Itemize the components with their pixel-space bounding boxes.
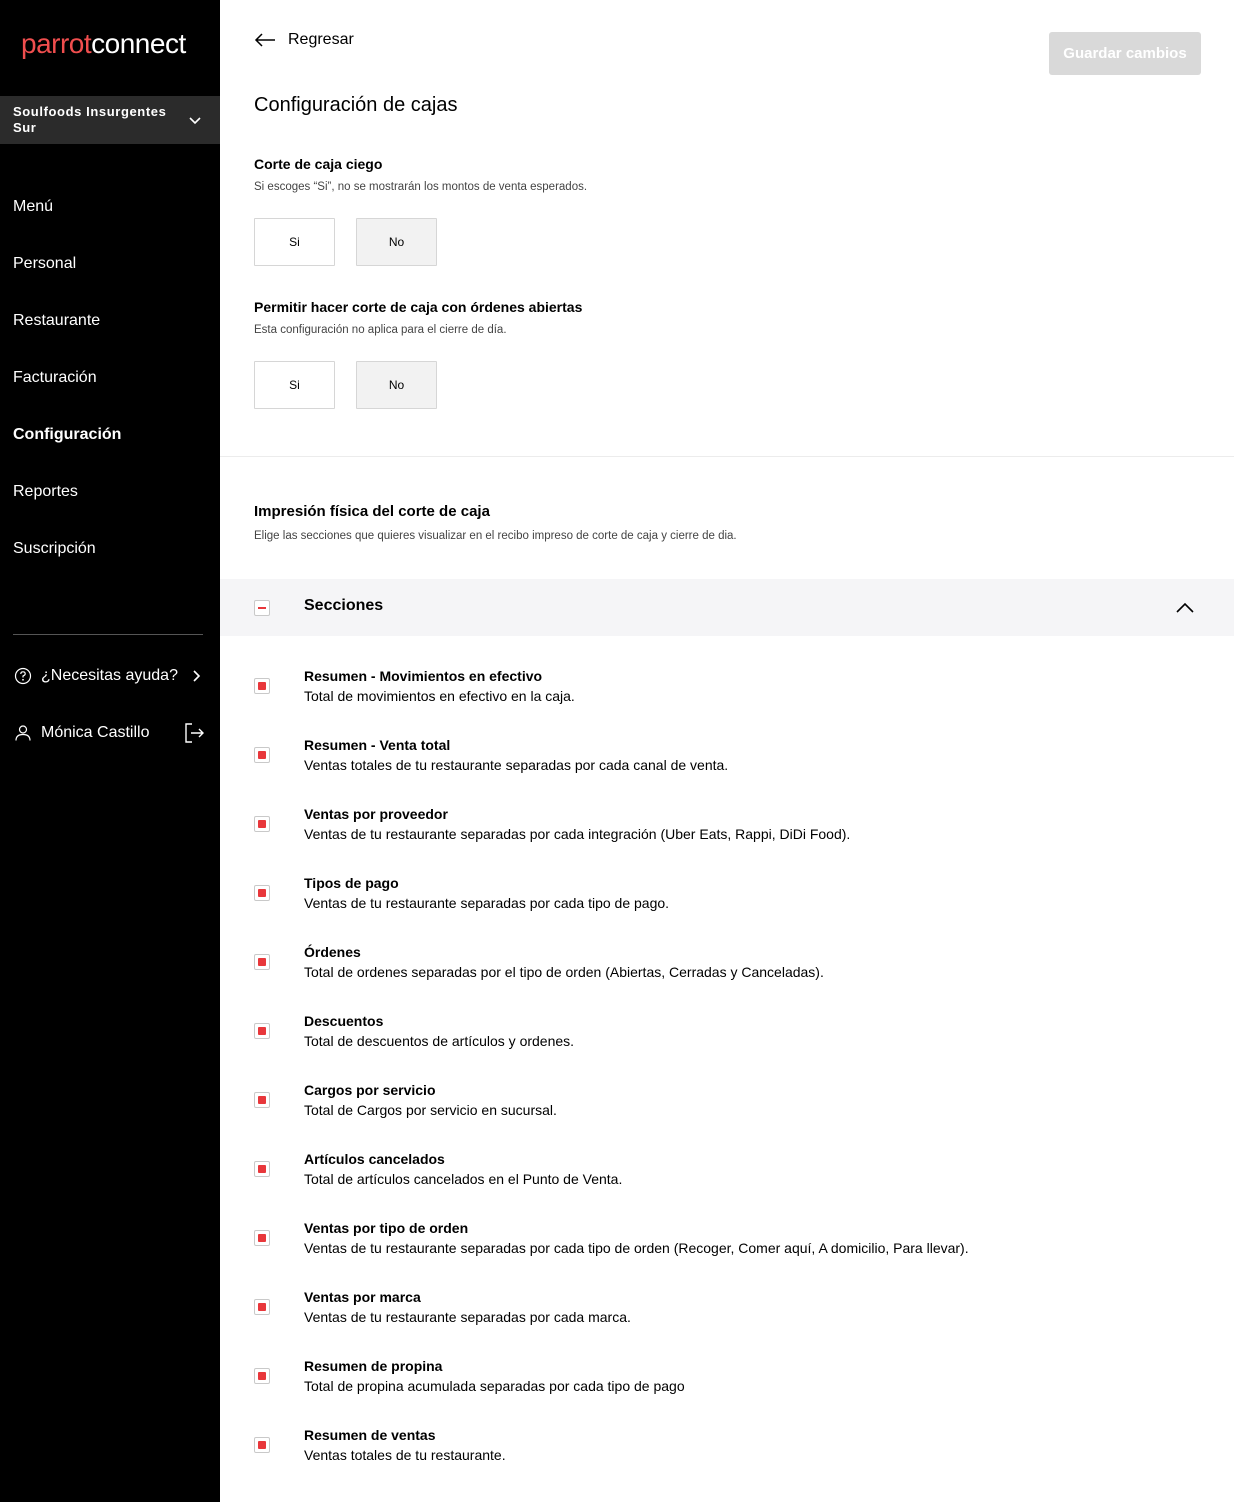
section-item-description: Total de descuentos de artículos y ordenes. xyxy=(304,1033,575,1049)
section-item-tip-summary xyxy=(220,1358,1234,1408)
section-item-title: Ventas por proveedor xyxy=(304,806,448,822)
store-selector[interactable] xyxy=(0,96,220,144)
section-item-title: Ventas por marca xyxy=(304,1289,421,1305)
section-item-total-sales xyxy=(220,737,1234,787)
section-item-description: Ventas de tu restaurante separadas por cada marca. xyxy=(304,1309,631,1325)
section-item-description: Ventas totales de tu restaurante separadas por cada canal de venta. xyxy=(304,757,729,773)
user-profile xyxy=(13,719,208,747)
check-mark xyxy=(258,820,266,828)
section-item-sales-by-order-type xyxy=(220,1220,1234,1270)
open-orders-no-option[interactable]: No xyxy=(356,361,437,409)
parrotconnect-logo[interactable] xyxy=(21,27,186,61)
check-mark xyxy=(258,1441,266,1449)
section-item-title: Resumen - Venta total xyxy=(304,737,451,753)
section-item-sales-by-brand xyxy=(220,1289,1234,1339)
sidebar-item-configuracion[interactable]: Configuración xyxy=(13,425,122,443)
save-changes-button[interactable]: Guardar cambios xyxy=(1049,32,1201,75)
section-checkbox[interactable] xyxy=(254,678,270,694)
sidebar-item-suscripcion[interactable]: Suscripción xyxy=(13,539,96,557)
sections-select-all-checkbox[interactable] xyxy=(254,600,270,616)
sidebar-item-restaurante[interactable]: Restaurante xyxy=(13,311,101,329)
section-checkbox[interactable] xyxy=(254,1368,270,1384)
help-label: ¿Necesitas ayuda? xyxy=(41,667,178,684)
main-content xyxy=(220,0,1234,1502)
blind-cut-title: Corte de caja ciego xyxy=(254,156,383,172)
page-title: Configuración de cajas xyxy=(254,94,458,116)
open-orders-yes-option[interactable]: Si xyxy=(254,361,335,409)
section-item-description: Total de Cargos por servicio en sucursal. xyxy=(304,1102,557,1118)
chevron-down-icon xyxy=(187,112,203,128)
section-item-title: Resumen de ventas xyxy=(304,1427,436,1443)
section-item-title: Resumen de propina xyxy=(304,1358,443,1374)
section-item-cash-movements xyxy=(220,668,1234,718)
logout-icon[interactable] xyxy=(182,721,206,745)
logo-part-connect: connect xyxy=(91,28,186,59)
section-checkbox[interactable] xyxy=(254,1230,270,1246)
check-mark xyxy=(258,1372,266,1380)
check-mark xyxy=(258,682,266,690)
section-item-description: Ventas de tu restaurante separadas por cada integración (Uber Eats, Rappi, DiDi Food). xyxy=(304,826,851,842)
section-item-title: Cargos por servicio xyxy=(304,1082,436,1098)
help-circle-icon xyxy=(13,666,33,686)
section-item-title: Resumen - Movimientos en efectivo xyxy=(304,668,543,684)
section-item-service-charges xyxy=(220,1082,1234,1132)
open-orders-description: Esta configuración no aplica para el cierre de día. xyxy=(254,324,507,336)
back-label: Regresar xyxy=(288,31,354,48)
chevron-right-icon xyxy=(188,668,204,684)
section-checkbox[interactable] xyxy=(254,885,270,901)
print-section-title: Impresión física del corte de caja xyxy=(254,503,490,520)
section-item-payment-types xyxy=(220,875,1234,925)
section-item-title: Tipos de pago xyxy=(304,875,399,891)
user-icon xyxy=(13,723,33,743)
section-checkbox[interactable] xyxy=(254,1023,270,1039)
sidebar-item-personal[interactable]: Personal xyxy=(13,254,77,272)
section-item-title: Descuentos xyxy=(304,1013,384,1029)
section-checkbox[interactable] xyxy=(254,747,270,763)
section-item-description: Ventas de tu restaurante separadas por cada tipo de orden (Recoger, Comer aquí, A domicilio, Para llevar). xyxy=(304,1240,969,1256)
sidebar-item-facturacion[interactable]: Facturación xyxy=(13,368,97,386)
check-mark xyxy=(258,1027,266,1035)
back-link[interactable] xyxy=(254,27,354,53)
blind-cut-no-option[interactable]: No xyxy=(356,218,437,266)
sidebar-item-reportes[interactable]: Reportes xyxy=(13,482,78,500)
section-checkbox[interactable] xyxy=(254,1161,270,1177)
section-item-sales-by-provider xyxy=(220,806,1234,856)
sidebar-divider xyxy=(13,634,203,635)
check-mark xyxy=(258,1234,266,1242)
check-mark xyxy=(258,1096,266,1104)
section-item-description: Ventas totales de tu restaurante. xyxy=(304,1447,506,1463)
sections-header xyxy=(220,579,1234,636)
chevron-up-icon[interactable] xyxy=(1175,598,1195,618)
help-link[interactable] xyxy=(13,662,208,690)
section-item-description: Ventas de tu restaurante separadas por cada tipo de pago. xyxy=(304,895,670,911)
open-orders-title: Permitir hacer corte de caja con órdenes abiertas xyxy=(254,299,583,315)
store-name: Soulfoods Insurgentes Sur xyxy=(13,104,167,135)
section-checkbox[interactable] xyxy=(254,1299,270,1315)
section-checkbox[interactable] xyxy=(254,1437,270,1453)
section-item-cancelled-items xyxy=(220,1151,1234,1201)
arrow-left-icon xyxy=(254,29,276,51)
check-mark xyxy=(258,1303,266,1311)
logo-part-parrot: parrot xyxy=(21,28,92,59)
section-checkbox[interactable] xyxy=(254,816,270,832)
section-item-discounts xyxy=(220,1013,1234,1063)
check-mark xyxy=(258,751,266,759)
sidebar-nav xyxy=(0,178,220,577)
section-item-description: Total de movimientos en efectivo en la caja. xyxy=(304,688,575,704)
check-mark xyxy=(258,889,266,897)
blind-cut-description: Si escoges “Si”, no se mostrarán los montos de venta esperados. xyxy=(254,181,588,193)
section-item-description: Total de artículos cancelados en el Punto de Venta. xyxy=(304,1171,623,1187)
section-item-description: Total de ordenes separadas por el tipo de orden (Abiertas, Cerradas y Canceladas). xyxy=(304,964,824,980)
section-checkbox[interactable] xyxy=(254,954,270,970)
section-checkbox[interactable] xyxy=(254,1092,270,1108)
section-item-sales-summary xyxy=(220,1427,1234,1477)
section-item-description: Total de propina acumulada separadas por cada tipo de pago xyxy=(304,1378,685,1394)
blind-cut-yes-option[interactable]: Si xyxy=(254,218,335,266)
indeterminate-mark xyxy=(258,607,266,609)
sidebar-item-menu[interactable]: Menú xyxy=(13,197,54,215)
user-name: Mónica Castillo xyxy=(41,724,150,741)
sections-label: Secciones xyxy=(304,597,384,614)
section-divider xyxy=(220,456,1234,457)
section-item-title: Artículos cancelados xyxy=(304,1151,445,1167)
section-item-title: Órdenes xyxy=(304,944,361,960)
section-item-orders xyxy=(220,944,1234,994)
check-mark xyxy=(258,1165,266,1173)
section-item-title: Ventas por tipo de orden xyxy=(304,1220,469,1236)
check-mark xyxy=(258,958,266,966)
sidebar xyxy=(0,0,220,1502)
print-section-description: Elige las secciones que quieres visualizar en el recibo impreso de corte de caja y cierre de dia. xyxy=(254,530,737,542)
